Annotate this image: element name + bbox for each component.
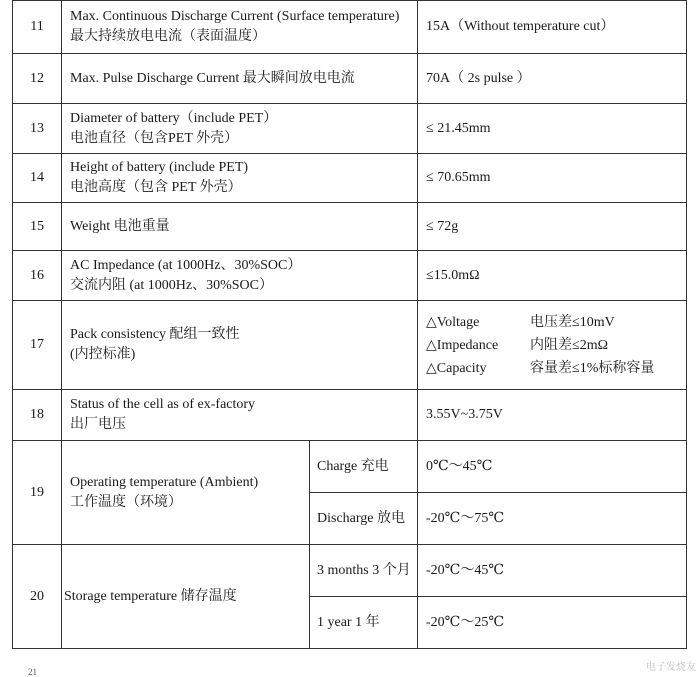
row-number: 11: [13, 1, 62, 54]
row-number: 19: [13, 441, 62, 545]
consistency-value: 内阻差≤2mΩ: [530, 337, 608, 353]
spec-row-19-charge: [13, 441, 687, 493]
parameter-cn: 交流内阻 (at 1000Hz、30%SOC）: [70, 277, 273, 293]
value-cell: ≤ 21.45mm: [418, 104, 687, 154]
value-cell: 3.55V~3.75V: [418, 390, 687, 441]
consistency-label: △Capacity: [426, 360, 487, 376]
spec-row-20-3months: [13, 545, 687, 597]
value-cell: -20℃～25℃: [418, 597, 687, 649]
parameter-cn: (内控标准): [70, 347, 136, 362]
parameter-cell: [62, 154, 418, 203]
parameter-en: Height of battery (include PET): [70, 160, 249, 175]
condition-label: 1 year 1 年: [310, 597, 418, 649]
spec-row-13: [13, 104, 687, 154]
row-number: 12: [13, 54, 62, 104]
parameter-cell: [62, 390, 418, 441]
parameter-cell: [62, 203, 418, 251]
parameter-cell: [62, 545, 310, 649]
spec-row-12: [13, 54, 687, 104]
value-cell: -20℃～45℃: [418, 545, 687, 597]
row-number: 16: [13, 251, 62, 301]
parameter-en: Storage temperature 储存温度: [64, 588, 237, 604]
spec-row-14: [13, 154, 687, 203]
parameter-cell: [62, 251, 418, 301]
spec-row-18: [13, 390, 687, 441]
value-cell: [418, 301, 687, 390]
next-row-number: 21: [28, 667, 37, 677]
value-cell: ≤ 70.65mm: [418, 154, 687, 203]
parameter-en: Pack consistency 配组一致性: [70, 327, 240, 342]
parameter-en: AC Impedance (at 1000Hz、30%SOC）: [70, 257, 302, 273]
parameter-cell: [62, 1, 418, 54]
consistency-voltage: [426, 311, 686, 334]
parameter-en: Weight 电池重量: [70, 218, 170, 234]
value-cell: 0℃～45℃: [418, 441, 687, 493]
consistency-value: 电压差≤10mV: [530, 314, 615, 330]
parameter-cn: 电池直径（包含PET 外壳）: [70, 130, 239, 146]
value-cell: -20℃～75℃: [418, 493, 687, 545]
value-cell: ≤ 72g: [418, 203, 687, 251]
row-number: 17: [13, 301, 62, 390]
consistency-value: 容量差≤1%标称容量: [530, 360, 655, 376]
row-number: 20: [13, 545, 62, 649]
parameter-cell: [62, 104, 418, 154]
condition-label: 3 months 3 个月: [310, 545, 418, 597]
parameter-en: Max. Pulse Discharge Current 最大瞬间放电电流: [70, 70, 355, 86]
watermark: 电子发烧友: [646, 662, 696, 673]
parameter-cell: [62, 301, 418, 390]
parameter-en: Diameter of battery（include PET）: [70, 110, 278, 126]
battery-spec-table: [12, 0, 687, 649]
parameter-cn: 出厂电压: [70, 417, 126, 432]
parameter-cell: [62, 441, 310, 545]
value-cell: 70A（ 2s pulse ）: [418, 54, 687, 104]
parameter-cn: 最大持续放电电流（表面温度）: [70, 29, 266, 44]
value-cell: ≤15.0mΩ: [418, 251, 687, 301]
parameter-en: Status of the cell as of ex-factory: [70, 397, 256, 412]
row-number: 18: [13, 390, 62, 441]
parameter-cn: 工作温度（环境）: [70, 494, 182, 510]
spec-row-11: [13, 1, 687, 54]
row-number: 13: [13, 104, 62, 154]
value-cell: 15A（Without temperature cut）: [418, 1, 687, 54]
parameter-cn: 电池高度（包含 PET 外壳）: [70, 180, 242, 195]
consistency-label: △Impedance: [426, 337, 499, 353]
consistency-impedance: [426, 334, 686, 357]
condition-label: Discharge 放电: [310, 493, 418, 545]
consistency-capacity: [426, 357, 686, 380]
parameter-cell: [62, 54, 418, 104]
row-number: 14: [13, 154, 62, 203]
parameter-en: Max. Continuous Discharge Current (Surface temperature): [70, 9, 400, 24]
parameter-en: Operating temperature (Ambient): [70, 474, 259, 490]
condition-label: Charge 充电: [310, 441, 418, 493]
spec-row-16: [13, 251, 687, 301]
row-number: 15: [13, 203, 62, 251]
spec-row-17: [13, 301, 687, 390]
spec-row-15: [13, 203, 687, 251]
consistency-label: △Voltage: [426, 314, 480, 330]
